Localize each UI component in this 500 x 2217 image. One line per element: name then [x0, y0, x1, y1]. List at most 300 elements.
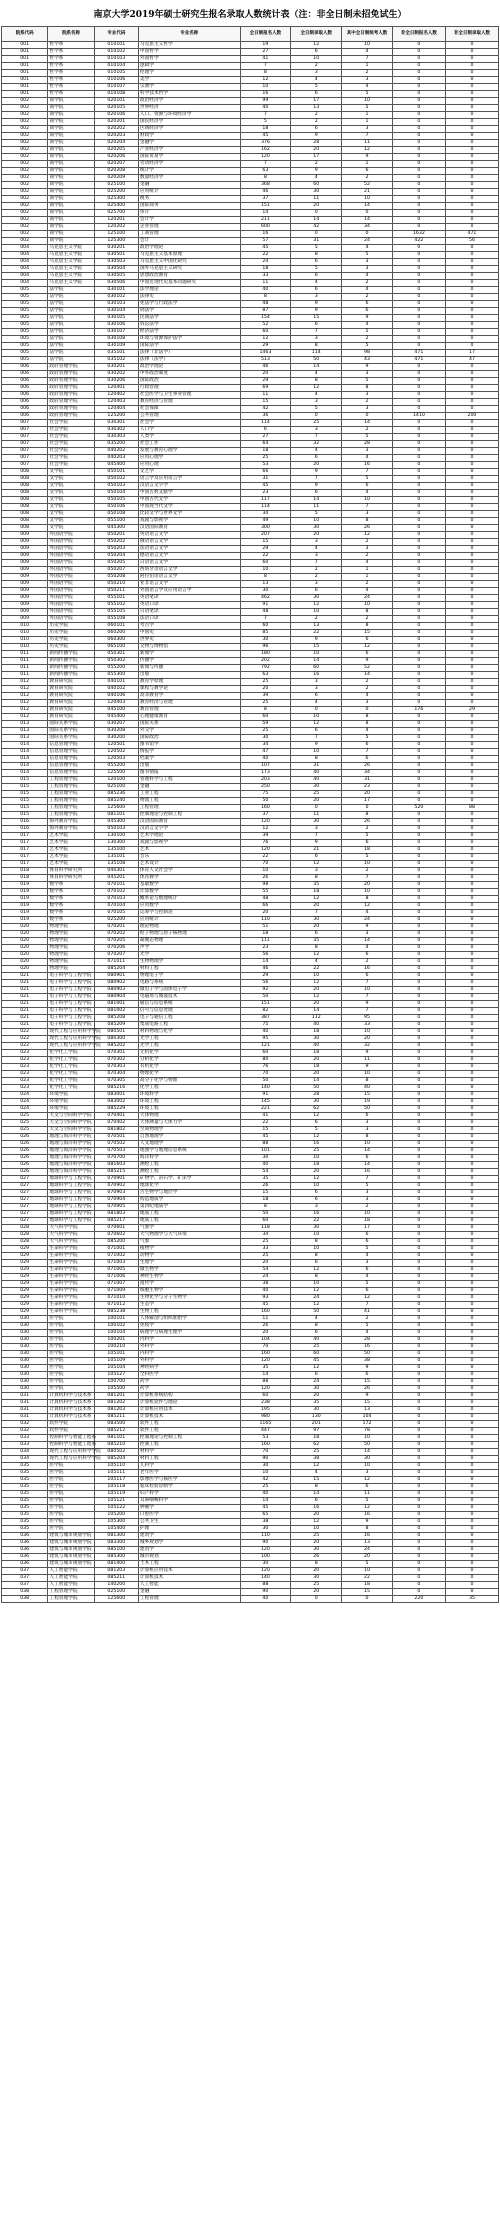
cell-dept-code: 005 — [2, 315, 48, 322]
table-row — [2, 259, 499, 266]
cell-fulltime-admitted: 40 — [291, 1043, 342, 1050]
cell-major-code: 085238 — [94, 1309, 138, 1316]
cell-major-code: 045100 — [94, 707, 138, 714]
cell-dept-code: 002 — [2, 133, 48, 140]
cell-parttime-admitted: 0 — [445, 1267, 498, 1274]
cell-fulltime-exam-admitted: 8 — [342, 896, 393, 903]
cell-dept-name: 化学化工学院 — [48, 1064, 94, 1071]
cell-fulltime-admitted: 6 — [291, 126, 342, 133]
cell-dept-code: 036 — [2, 1554, 48, 1561]
cell-major-name: 亚非语言文学 — [138, 581, 240, 588]
cell-major-code: 030207 — [94, 721, 138, 728]
table-row — [2, 1568, 499, 1575]
cell-fulltime-applicants: 151 — [240, 1001, 291, 1008]
cell-fulltime-exam-admitted: 2 — [342, 427, 393, 434]
cell-fulltime-applicants: 87 — [240, 308, 291, 315]
cell-dept-name: 计算机科学与技术系 — [48, 1414, 94, 1421]
cell-dept-code: 036 — [2, 1547, 48, 1554]
cell-dept-code: 002 — [2, 119, 48, 126]
table-row — [2, 1008, 499, 1015]
cell-dept-name: 艺术学院 — [48, 847, 94, 854]
cell-dept-name: 医学院 — [48, 1526, 94, 1533]
table-row — [2, 665, 499, 672]
cell-fulltime-admitted: 25 — [291, 1449, 342, 1456]
cell-dept-code: 027 — [2, 1218, 48, 1225]
cell-fulltime-admitted: 12 — [291, 42, 342, 49]
cell-fulltime-exam-admitted: 16 — [342, 1169, 393, 1176]
cell-major-code: 105111 — [94, 1470, 138, 1477]
cell-dept-name: 体育科学研究所 — [48, 875, 94, 882]
cell-parttime-applicants: 0 — [392, 868, 445, 875]
cell-major-code: 120202 — [94, 224, 138, 231]
cell-major-name: 应用心理学 — [138, 455, 240, 462]
cell-parttime-applicants: 0 — [392, 917, 445, 924]
cell-parttime-admitted: 0 — [445, 217, 498, 224]
cell-parttime-admitted: 0 — [445, 742, 498, 749]
cell-major-name: 环境科学 — [138, 1092, 240, 1099]
cell-fulltime-admitted: 6 — [291, 273, 342, 280]
cell-parttime-admitted: 0 — [445, 1407, 498, 1414]
cell-dept-name: 医学院 — [48, 1365, 94, 1372]
cell-major-code: 040102 — [94, 686, 138, 693]
cell-fulltime-admitted: 0 — [291, 231, 342, 238]
cell-fulltime-applicants: 10 — [240, 1470, 291, 1477]
cell-fulltime-admitted: 10 — [291, 1246, 342, 1253]
table-row — [2, 1064, 499, 1071]
cell-fulltime-applicants: 26 — [240, 1183, 291, 1190]
cell-parttime-admitted: 0 — [445, 308, 498, 315]
cell-fulltime-admitted: 10 — [291, 1281, 342, 1288]
table-row — [2, 987, 499, 994]
cell-major-name: 药学 — [138, 1386, 240, 1393]
cell-fulltime-admitted: 6 — [291, 1120, 342, 1127]
cell-major-code: 020203 — [94, 133, 138, 140]
cell-fulltime-admitted: 5 — [291, 406, 342, 413]
cell-fulltime-exam-admitted: 9 — [342, 364, 393, 371]
cell-major-code: 020207 — [94, 161, 138, 168]
cell-dept-name: 商学院 — [48, 189, 94, 196]
cell-parttime-applicants: 0 — [392, 133, 445, 140]
cell-fulltime-exam-admitted: 8 — [342, 1134, 393, 1141]
cell-dept-code: 002 — [2, 203, 48, 210]
cell-fulltime-applicants: 16 — [240, 91, 291, 98]
cell-parttime-admitted: 0 — [445, 224, 498, 231]
cell-fulltime-admitted: 30 — [291, 1575, 342, 1582]
cell-parttime-admitted: 0 — [445, 511, 498, 518]
cell-fulltime-exam-admitted: 40 — [342, 1085, 393, 1092]
cell-fulltime-admitted: 22 — [291, 1218, 342, 1225]
cell-dept-code: 023 — [2, 1057, 48, 1064]
cell-major-name: 中国古代文学 — [138, 497, 240, 504]
table-row — [2, 1519, 499, 1526]
table-row — [2, 938, 499, 945]
cell-fulltime-applicants: 30 — [240, 637, 291, 644]
cell-major-code: 030506 — [94, 280, 138, 287]
cell-dept-name: 建筑与城市规划学院 — [48, 1540, 94, 1547]
cell-major-code: 030103 — [94, 301, 138, 308]
cell-fulltime-applicants: 111 — [240, 938, 291, 945]
cell-parttime-applicants: 0 — [392, 812, 445, 819]
cell-fulltime-admitted: 17 — [291, 154, 342, 161]
cell-fulltime-exam-admitted: 50 — [342, 1351, 393, 1358]
cell-parttime-applicants: 0 — [392, 1155, 445, 1162]
cell-fulltime-exam-admitted: 12 — [342, 644, 393, 651]
cell-dept-name: 法学院 — [48, 329, 94, 336]
cell-parttime-admitted: 0 — [445, 847, 498, 854]
cell-dept-name: 政府管理学院 — [48, 371, 94, 378]
cell-dept-name: 法学院 — [48, 357, 94, 364]
table-row — [2, 1358, 499, 1365]
cell-dept-code: 012 — [2, 700, 48, 707]
cell-major-name: 自然地理学 — [138, 1134, 240, 1141]
cell-dept-name: 商学院 — [48, 196, 94, 203]
cell-major-name: 临床检验诊断学 — [138, 1484, 240, 1491]
cell-dept-code: 004 — [2, 259, 48, 266]
table-row — [2, 1029, 499, 1036]
cell-fulltime-admitted: 30 — [291, 819, 342, 826]
cell-fulltime-admitted: 4 — [291, 280, 342, 287]
cell-dept-name: 医学院 — [48, 1330, 94, 1337]
cell-dept-code: 008 — [2, 490, 48, 497]
cell-fulltime-applicants: 35 — [240, 1176, 291, 1183]
cell-parttime-admitted: 0 — [445, 336, 498, 343]
cell-parttime-applicants: 0 — [392, 672, 445, 679]
cell-fulltime-admitted: 3 — [291, 70, 342, 77]
cell-parttime-admitted: 0 — [445, 735, 498, 742]
cell-dept-name: 哲学系 — [48, 91, 94, 98]
cell-major-name: 生物工程 — [138, 1309, 240, 1316]
cell-parttime-admitted: 29 — [445, 707, 498, 714]
cell-fulltime-exam-admitted: 4 — [342, 945, 393, 952]
cell-parttime-applicants: 0 — [392, 644, 445, 651]
cell-parttime-applicants: 0 — [392, 105, 445, 112]
cell-fulltime-admitted: 40 — [291, 770, 342, 777]
table-row — [2, 1540, 499, 1547]
cell-major-name: 中国现当代文学 — [138, 504, 240, 511]
cell-parttime-applicants: 0 — [392, 623, 445, 630]
cell-fulltime-applicants: 48 — [240, 301, 291, 308]
cell-parttime-admitted: 0 — [445, 371, 498, 378]
cell-major-name: 古生物学与地层学 — [138, 1190, 240, 1197]
cell-fulltime-exam-admitted: 34 — [342, 770, 393, 777]
cell-parttime-applicants: 0 — [392, 161, 445, 168]
cell-fulltime-exam-admitted: 2 — [342, 1204, 393, 1211]
table-row — [2, 959, 499, 966]
table-row — [2, 1155, 499, 1162]
cell-parttime-applicants: 0 — [392, 336, 445, 343]
cell-fulltime-exam-admitted: 20 — [342, 1036, 393, 1043]
cell-fulltime-exam-admitted: 8 — [342, 609, 393, 616]
cell-fulltime-applicants: 53 — [240, 462, 291, 469]
cell-fulltime-admitted: 7 — [291, 560, 342, 567]
cell-parttime-admitted: 0 — [445, 1064, 498, 1071]
cell-dept-code: 006 — [2, 399, 48, 406]
cell-dept-code: 029 — [2, 1267, 48, 1274]
cell-dept-name: 商学院 — [48, 112, 94, 119]
cell-fulltime-applicants: 120 — [240, 1547, 291, 1554]
cell-major-name: 外国哲学 — [138, 56, 240, 63]
cell-parttime-applicants: 0 — [392, 84, 445, 91]
cell-major-code: 071003 — [94, 1260, 138, 1267]
cell-dept-code: 013 — [2, 735, 48, 742]
cell-parttime-applicants: 0 — [392, 280, 445, 287]
cell-major-name: 汉语国际教育 — [138, 525, 240, 532]
cell-dept-name: 建筑与城市规划学院 — [48, 1554, 94, 1561]
cell-fulltime-admitted: 9 — [291, 168, 342, 175]
cell-dept-name: 外国语学院 — [48, 560, 94, 567]
cell-parttime-applicants: 0 — [392, 994, 445, 1001]
cell-dept-name: 医学院 — [48, 1379, 94, 1386]
cell-parttime-admitted: 0 — [445, 882, 498, 889]
cell-major-code: 083001 — [94, 1092, 138, 1099]
table-row — [2, 1022, 499, 1029]
cell-major-code: 010104 — [94, 63, 138, 70]
cell-fulltime-exam-admitted: 14 — [342, 1162, 393, 1169]
cell-major-code: 050202 — [94, 539, 138, 546]
cell-fulltime-admitted: 6 — [291, 490, 342, 497]
table-row — [2, 1505, 499, 1512]
cell-fulltime-exam-admitted: 3 — [342, 126, 393, 133]
cell-dept-name: 工程管理学院 — [48, 791, 94, 798]
cell-fulltime-admitted: 14 — [291, 1078, 342, 1085]
cell-major-code: 070401 — [94, 1113, 138, 1120]
cell-major-code: 070402 — [94, 1120, 138, 1127]
cell-dept-code: 020 — [2, 945, 48, 952]
cell-fulltime-admitted: 32 — [291, 441, 342, 448]
cell-major-name: 基础数学 — [138, 882, 240, 889]
cell-fulltime-admitted: 30 — [291, 1225, 342, 1232]
cell-dept-name: 大气科学学院 — [48, 1232, 94, 1239]
cell-dept-code: 010 — [2, 637, 48, 644]
cell-major-name: 儿科学 — [138, 1463, 240, 1470]
cell-fulltime-admitted: 14 — [291, 497, 342, 504]
cell-dept-name: 生命科学学院 — [48, 1281, 94, 1288]
cell-major-name: 语言学及应用语言学 — [138, 476, 240, 483]
cell-major-name: 集成电路工程 — [138, 1022, 240, 1029]
cell-fulltime-applicants: 91 — [240, 1092, 291, 1099]
cell-parttime-applicants: 0 — [392, 882, 445, 889]
cell-dept-name: 软件学院 — [48, 1421, 94, 1428]
cell-dept-name: 历史学院 — [48, 637, 94, 644]
cell-fulltime-applicants: 14 — [240, 210, 291, 217]
cell-dept-name: 信息管理学院 — [48, 756, 94, 763]
cell-dept-code: 007 — [2, 434, 48, 441]
cell-fulltime-exam-admitted: 16 — [342, 1512, 393, 1519]
cell-parttime-admitted: 0 — [445, 1400, 498, 1407]
cell-fulltime-applicants: 40 — [240, 1162, 291, 1169]
cell-major-code: 080901 — [94, 973, 138, 980]
cell-fulltime-applicants: 75 — [240, 1022, 291, 1029]
cell-fulltime-exam-admitted: 7 — [342, 133, 393, 140]
cell-fulltime-exam-admitted: 4 — [342, 84, 393, 91]
cell-major-code: 125100 — [94, 231, 138, 238]
cell-parttime-admitted: 0 — [445, 504, 498, 511]
cell-major-name: 外国语言学及应用语言学 — [138, 588, 240, 595]
cell-fulltime-admitted: 6 — [291, 1197, 342, 1204]
cell-fulltime-admitted: 20 — [291, 987, 342, 994]
cell-major-name: 马克思主义中国化研究 — [138, 259, 240, 266]
cell-fulltime-applicants: 25 — [240, 700, 291, 707]
cell-major-code: 070601 — [94, 1225, 138, 1232]
cell-fulltime-exam-admitted: 7 — [342, 1302, 393, 1309]
cell-parttime-admitted: 0 — [445, 518, 498, 525]
cell-major-name: 档案学 — [138, 756, 240, 763]
cell-fulltime-exam-admitted: 1 — [342, 119, 393, 126]
cell-parttime-admitted: 0 — [445, 658, 498, 665]
header-fulltime-applicants: 全日制报名人数 — [240, 27, 291, 42]
cell-parttime-admitted: 0 — [445, 1036, 498, 1043]
cell-major-name: 图书馆学 — [138, 742, 240, 749]
cell-major-code: 070206 — [94, 945, 138, 952]
cell-fulltime-applicants: 20 — [240, 686, 291, 693]
table-row — [2, 756, 499, 763]
cell-parttime-applicants: 0 — [392, 1519, 445, 1526]
cell-dept-code: 008 — [2, 518, 48, 525]
cell-fulltime-applicants: 207 — [240, 532, 291, 539]
cell-fulltime-applicants: 7 — [240, 161, 291, 168]
cell-fulltime-admitted: 62 — [291, 1106, 342, 1113]
cell-fulltime-admitted: 25 — [291, 791, 342, 798]
cell-dept-name: 电子科学与工程学院 — [48, 1008, 94, 1015]
cell-parttime-applicants: 0 — [392, 182, 445, 189]
cell-dept-name: 医学院 — [48, 1358, 94, 1365]
cell-dept-name: 文学院 — [48, 504, 94, 511]
cell-major-name: 法语语言文学 — [138, 546, 240, 553]
cell-fulltime-admitted: 45 — [291, 1358, 342, 1365]
table-row — [2, 889, 499, 896]
cell-major-name: 计算机技术 — [138, 1575, 240, 1582]
cell-fulltime-applicants: 55 — [240, 889, 291, 896]
cell-major-code: 125200 — [94, 413, 138, 420]
cell-fulltime-applicants: 76 — [240, 840, 291, 847]
cell-parttime-admitted: 0 — [445, 553, 498, 560]
cell-major-code: 085209 — [94, 1022, 138, 1029]
cell-major-code: 080501 — [94, 1029, 138, 1036]
cell-fulltime-admitted: 20 — [291, 798, 342, 805]
cell-parttime-admitted: 0 — [445, 301, 498, 308]
cell-parttime-admitted: 0 — [445, 483, 498, 490]
cell-parttime-applicants: 0 — [392, 224, 445, 231]
cell-fulltime-admitted: 40 — [291, 777, 342, 784]
cell-parttime-admitted: 0 — [445, 1456, 498, 1463]
cell-dept-name: 外国语学院 — [48, 581, 94, 588]
cell-dept-name: 医学院 — [48, 1372, 94, 1379]
table-row — [2, 1414, 499, 1421]
cell-major-code: 030108 — [94, 336, 138, 343]
cell-fulltime-exam-admitted: 4 — [342, 455, 393, 462]
cell-fulltime-exam-admitted: 13 — [342, 1407, 393, 1414]
cell-fulltime-applicants: 56 — [240, 980, 291, 987]
cell-fulltime-exam-admitted: 7 — [342, 1008, 393, 1015]
cell-fulltime-admitted: 35 — [291, 1400, 342, 1407]
cell-fulltime-exam-admitted: 9 — [342, 1393, 393, 1400]
cell-major-code: 100102 — [94, 1323, 138, 1330]
table-row — [2, 560, 499, 567]
cell-dept-code: 004 — [2, 273, 48, 280]
cell-fulltime-admitted: 30 — [291, 189, 342, 196]
cell-major-name: 德语语言文学 — [138, 553, 240, 560]
cell-dept-name: 文学院 — [48, 483, 94, 490]
cell-fulltime-admitted: 20 — [291, 147, 342, 154]
cell-major-name: 英语口译 — [138, 602, 240, 609]
cell-fulltime-admitted: 18 — [291, 1029, 342, 1036]
cell-fulltime-exam-admitted: 1 — [342, 112, 393, 119]
cell-major-code: 100201 — [94, 1337, 138, 1344]
cell-dept-name: 医学院 — [48, 1477, 94, 1484]
cell-major-code: 085204 — [94, 966, 138, 973]
table-row — [2, 770, 499, 777]
cell-dept-name: 政府管理学院 — [48, 399, 94, 406]
cell-dept-name: 法学院 — [48, 308, 94, 315]
cell-dept-code: 002 — [2, 238, 48, 245]
cell-parttime-applicants: 0 — [392, 1057, 445, 1064]
cell-parttime-admitted: 0 — [445, 595, 498, 602]
cell-major-name: 英语笔译 — [138, 595, 240, 602]
table-row — [2, 287, 499, 294]
cell-fulltime-exam-admitted: 14 — [342, 217, 393, 224]
cell-dept-code: 026 — [2, 1141, 48, 1148]
cell-fulltime-applicants: 104 — [240, 1337, 291, 1344]
cell-fulltime-admitted: 11 — [291, 504, 342, 511]
cell-major-name: 诉讼法学 — [138, 322, 240, 329]
cell-major-name: 环境与资源保护法学 — [138, 336, 240, 343]
cell-major-name: 第四纪地质学 — [138, 1204, 240, 1211]
cell-fulltime-admitted: 6 — [291, 931, 342, 938]
cell-parttime-admitted: 0 — [445, 1589, 498, 1596]
cell-fulltime-admitted: 28 — [291, 140, 342, 147]
table-row — [2, 805, 499, 812]
cell-fulltime-exam-admitted: 9 — [342, 658, 393, 665]
cell-parttime-applicants: 0 — [392, 791, 445, 798]
cell-fulltime-exam-admitted: 12 — [342, 903, 393, 910]
table-row — [2, 735, 499, 742]
cell-major-code: 010102 — [94, 49, 138, 56]
cell-dept-name: 数学系 — [48, 910, 94, 917]
cell-dept-name: 地球科学与工程学院 — [48, 1190, 94, 1197]
cell-parttime-applicants: 0 — [392, 987, 445, 994]
table-row — [2, 1470, 499, 1477]
cell-fulltime-exam-admitted: 4 — [342, 287, 393, 294]
cell-dept-name: 地理与海洋科学学院 — [48, 1162, 94, 1169]
cell-parttime-applicants: 0 — [392, 525, 445, 532]
cell-major-code: 070105 — [94, 910, 138, 917]
cell-fulltime-exam-admitted: 6 — [342, 1372, 393, 1379]
table-row — [2, 1071, 499, 1078]
cell-dept-name: 医学院 — [48, 1337, 94, 1344]
table-row — [2, 707, 499, 714]
cell-dept-name: 商学院 — [48, 161, 94, 168]
cell-major-name: 无机化学 — [138, 1050, 240, 1057]
cell-major-code: 050102 — [94, 476, 138, 483]
cell-fulltime-admitted: 12 — [291, 1134, 342, 1141]
cell-parttime-applicants: 0 — [392, 1512, 445, 1519]
cell-fulltime-exam-admitted: 2 — [342, 280, 393, 287]
cell-major-name: 城市规划 — [138, 1554, 240, 1561]
cell-dept-code: 033 — [2, 1442, 48, 1449]
cell-major-code: 071010 — [94, 1295, 138, 1302]
cell-parttime-admitted: 0 — [445, 1519, 498, 1526]
cell-fulltime-admitted: 15 — [291, 315, 342, 322]
cell-parttime-admitted: 0 — [445, 161, 498, 168]
cell-dept-code: 021 — [2, 973, 48, 980]
cell-parttime-admitted: 0 — [445, 112, 498, 119]
cell-fulltime-admitted: 30 — [291, 1099, 342, 1106]
cell-major-code: 020202 — [94, 126, 138, 133]
table-row — [2, 1120, 499, 1127]
cell-major-name: 法律（法学） — [138, 357, 240, 364]
cell-major-code: 085200 — [94, 1239, 138, 1246]
cell-parttime-admitted: 0 — [445, 1204, 498, 1211]
